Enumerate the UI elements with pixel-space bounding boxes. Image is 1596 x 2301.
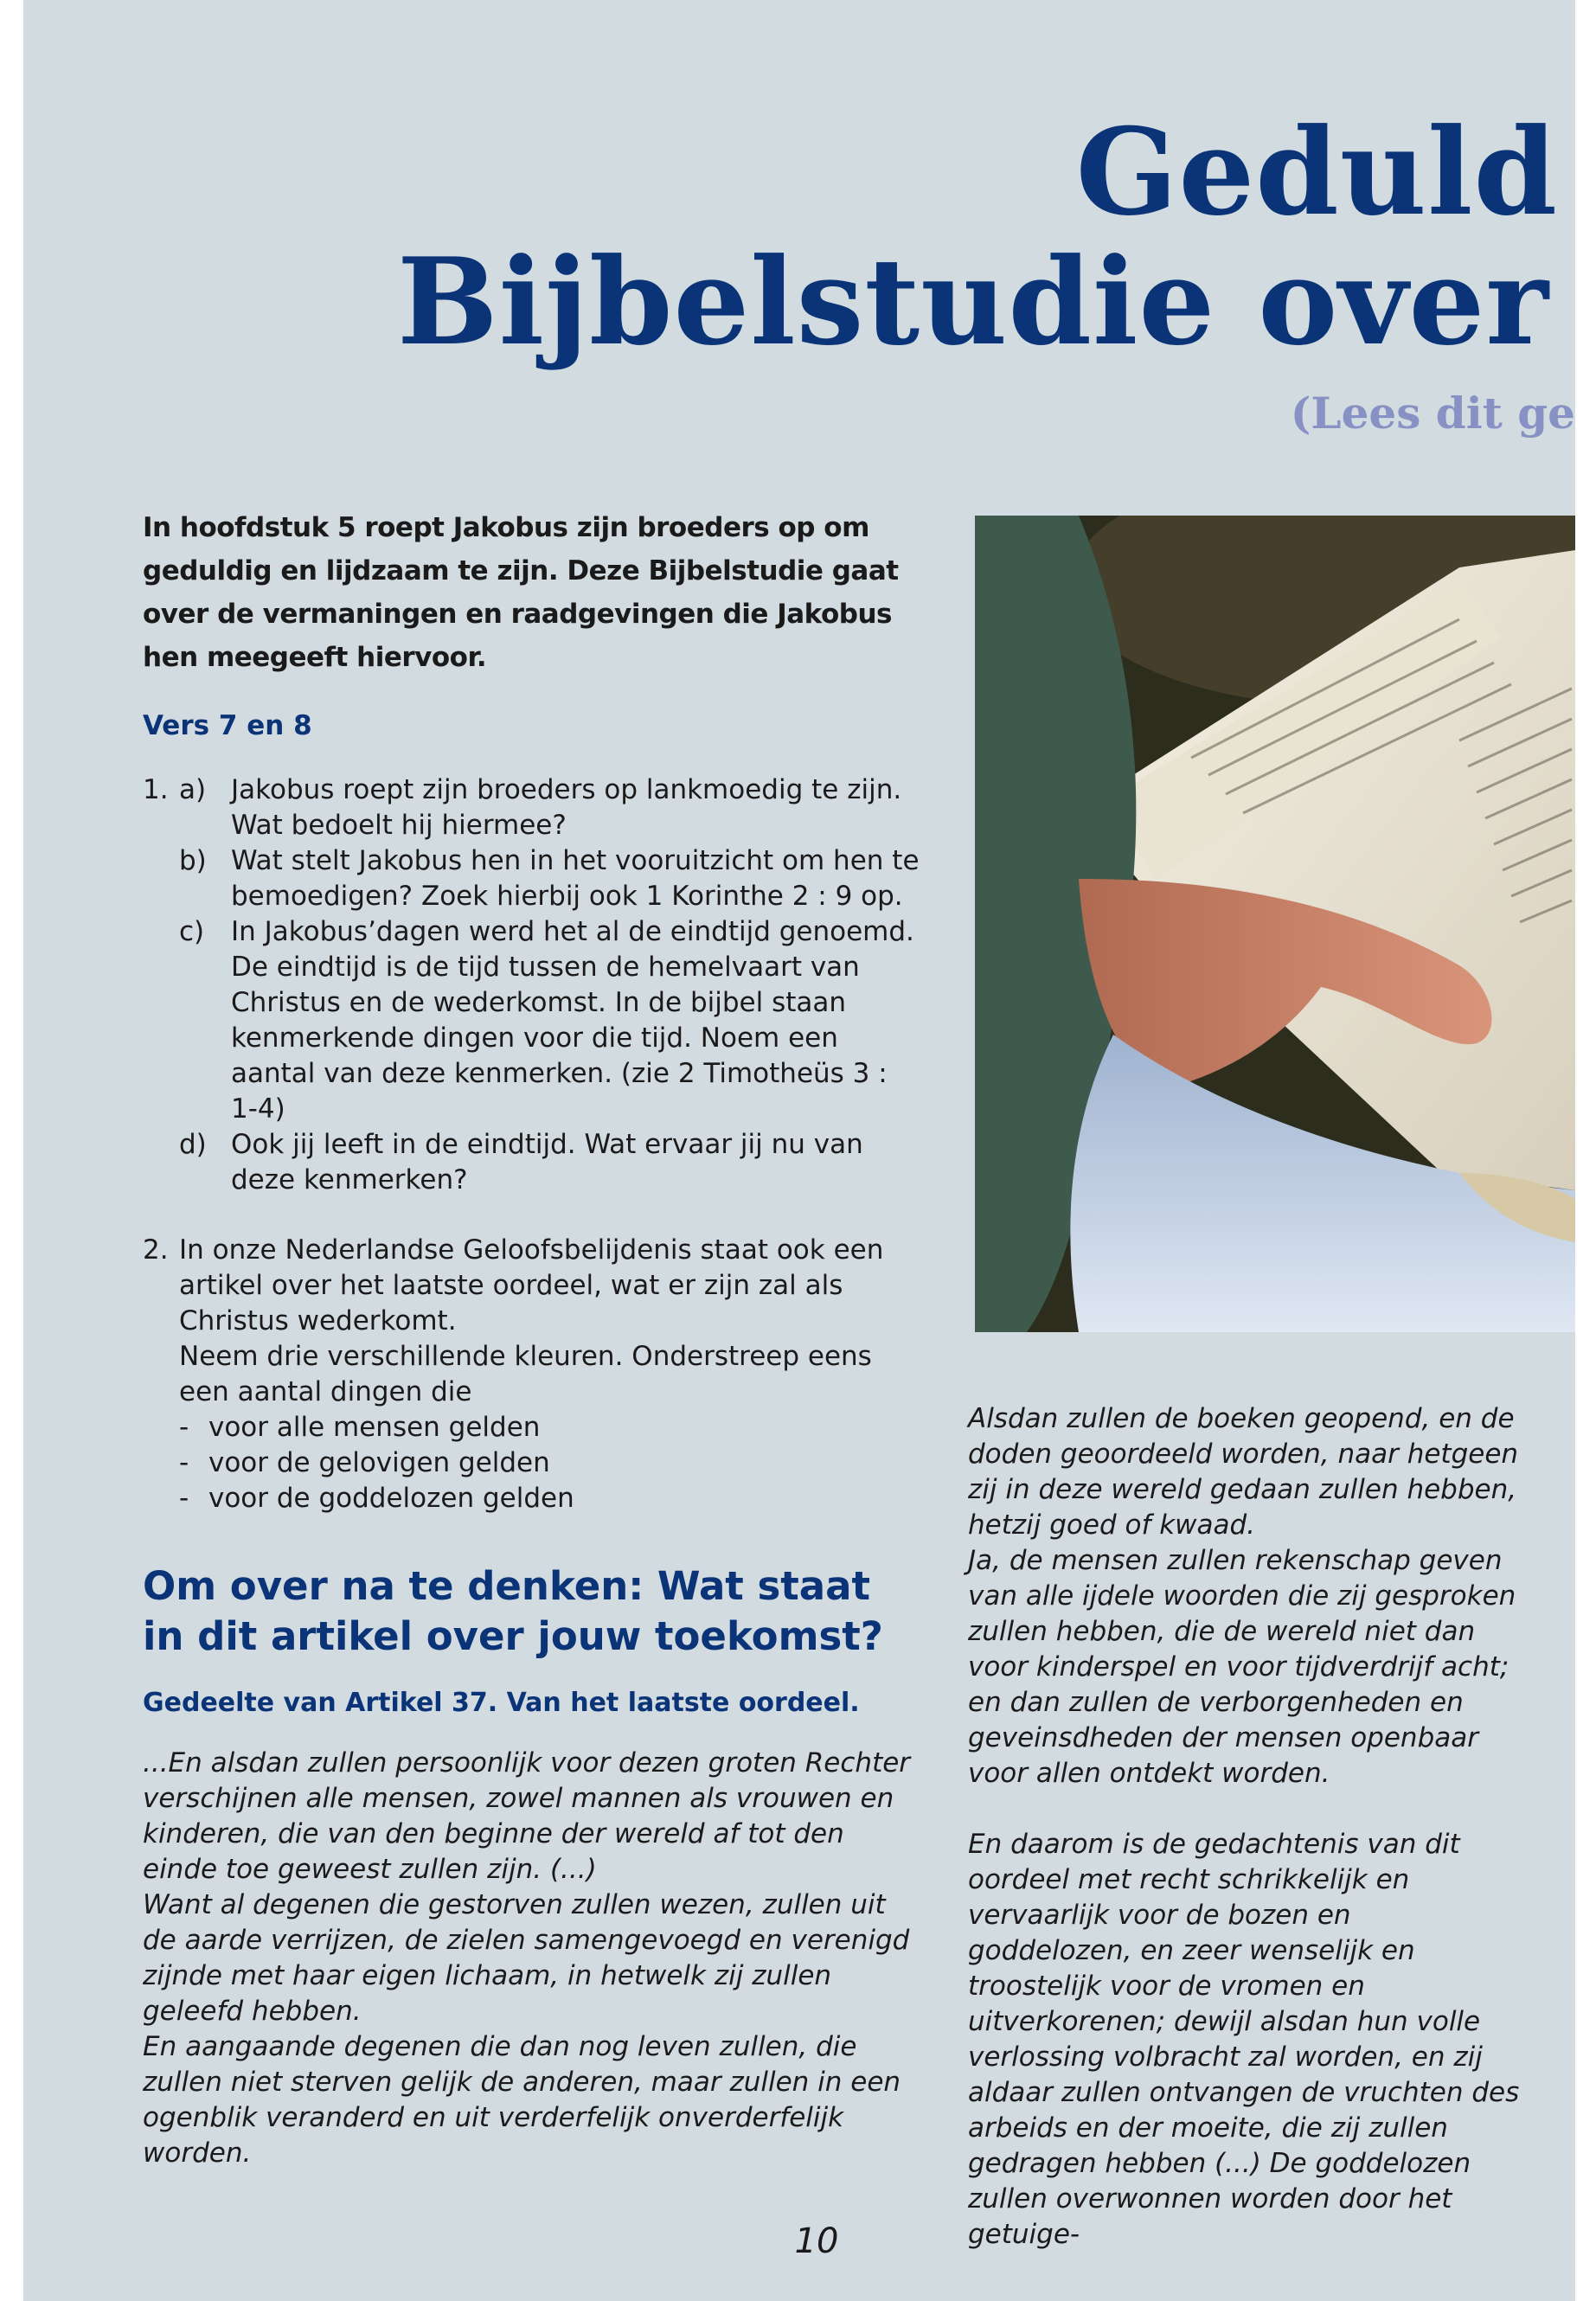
quote-paragraph: En aangaande degenen die dan nog leven zullen, die zullen niet sterven gelijk de anderen, maar zullen in een ogenblik veranderd en uit verderfelijk onverderfelijk worden. <box>143 2031 901 2169</box>
quote-paragraph: En daarom is de gedachtenis van dit oordeel met recht schrikkelijk en vervaarlijk voor de bozen en goddelozen, en zeer wenselijk en troostelijk voor de vromen en uitverkorenen; dewijl alsdan hun volle verlossing volbracht zal worden, en zij aldaar zullen ontvangen de vruchten des arbeids en der moeite, die zij zullen gedragen hebben (...) De goddelozen zullen overwonnen worden door het getuige- <box>968 1829 1520 2250</box>
question-text: Wat stelt Jakobus hen in het vooruitzicht om hen te bemoedigen? Zoek hierbij ook 1 Korinthe 2 : 9 op. <box>231 845 920 912</box>
verse-heading: Vers 7 en 8 <box>143 710 312 741</box>
bullet-item: - voor alle mensen gelden <box>179 1410 921 1445</box>
question-2 <box>143 1233 921 1516</box>
question-2-instruction: Neem drie verschillende kleuren. Onderstreep eens een aantal dingen die <box>179 1341 872 1407</box>
right-column-quote <box>968 1401 1522 2253</box>
bullet-marker: - <box>179 1483 189 1514</box>
title-line-2: Bijbelstudie over <box>397 231 1549 372</box>
quote-paragraph: ...En alsdan zullen persoonlijk voor dezen groten Rechter verschijnen alle mensen, zowel mannen als vrouwen en kinderen, die van den beginne der wereld af tot den einde toe geweest zullen zijn. (...) <box>143 1747 911 1885</box>
quote-paragraph: Alsdan zullen de boeken geopend, en de doden geoordeeld worden, naar hetgeen zij in deze wereld gedaan zullen hebben, hetzij goed of kwaad. <box>968 1403 1519 1541</box>
question-number: 2. <box>143 1234 169 1266</box>
question-1b <box>143 843 921 914</box>
article-quote-left <box>143 1746 921 2171</box>
question-1c <box>143 914 921 1127</box>
question-text: In Jakobus’dagen werd het al de eindtijd genoemd. De eindtijd is de tijd tussen de hemelvaart van Christus en de wederkomst. In de bijbel staan kenmerkende dingen voor die tijd. Noem een aantal van deze kenmerken. (zie 2 Timotheüs 3 : 1-4) <box>231 916 914 1125</box>
bullet-item: - voor de gelovigen gelden <box>179 1445 921 1481</box>
title-line-1: Geduld <box>1075 101 1558 242</box>
bullet-marker: - <box>179 1412 189 1443</box>
article-title: Gedeelte van Artikel 37. Van het laatste oordeel. <box>143 1688 860 1718</box>
subtitle: (Lees dit ge <box>1290 388 1575 439</box>
question-list <box>143 772 921 1516</box>
question-1d <box>143 1127 921 1198</box>
question-number: 1. <box>143 774 169 805</box>
question-text: Jakobus roept zijn broeders op lankmoedig te zijn. Wat bedoelt hij hiermee? <box>231 774 902 841</box>
question-text: Ook jij leeft in de eindtijd. Wat ervaar jij nu van deze kenmerken? <box>231 1129 863 1195</box>
page <box>23 0 1575 2301</box>
bible-reading-photo <box>975 516 1575 1332</box>
page-number: 10 <box>794 2221 839 2261</box>
intro-paragraph: In hoofdstuk 5 roept Jakobus zijn broeders op om geduldig en lijdzaam te zijn. Deze Bijbelstudie gaat over de vermaningen en raadgevingen die Jakobus hen meegeeft hiervoor. <box>143 512 899 673</box>
photo-illustration <box>975 516 1575 1332</box>
left-column <box>143 506 921 2171</box>
question-1a <box>143 772 921 843</box>
question-letter: b) <box>179 845 207 876</box>
question-letter: d) <box>179 1129 207 1160</box>
think-heading: Om over na te denken: Wat staat in dit artikel over jouw toekomst? <box>143 1563 883 1659</box>
question-2-text: In onze Nederlandse Geloofsbelijdenis staat ook een artikel over het laatste oordeel, wat er zijn zal als Christus wederkomt. <box>179 1234 884 1336</box>
bullet-item: - voor de goddelozen gelden <box>179 1481 921 1516</box>
bullet-marker: - <box>179 1447 189 1478</box>
quote-paragraph: Want al degenen die gestorven zullen wezen, zullen uit de aarde verrijzen, de zielen samengevoegd en verenigd zijnde met haar eigen lichaam, in hetwelk zij zullen geleefd hebben. <box>143 1889 910 2027</box>
question-letter: c) <box>179 916 205 947</box>
question-letter: a) <box>179 774 207 805</box>
quote-paragraph: Ja, de mensen zullen rekenschap geven van alle ijdele woorden die zij gesproken zullen hebben, die de wereld niet dan voor kinderspel en voor tijdverdrijf acht; en dan zullen de verborgenheden en geveinsdheden der mensen openbaar voor allen ontdekt worden. <box>968 1545 1516 1789</box>
